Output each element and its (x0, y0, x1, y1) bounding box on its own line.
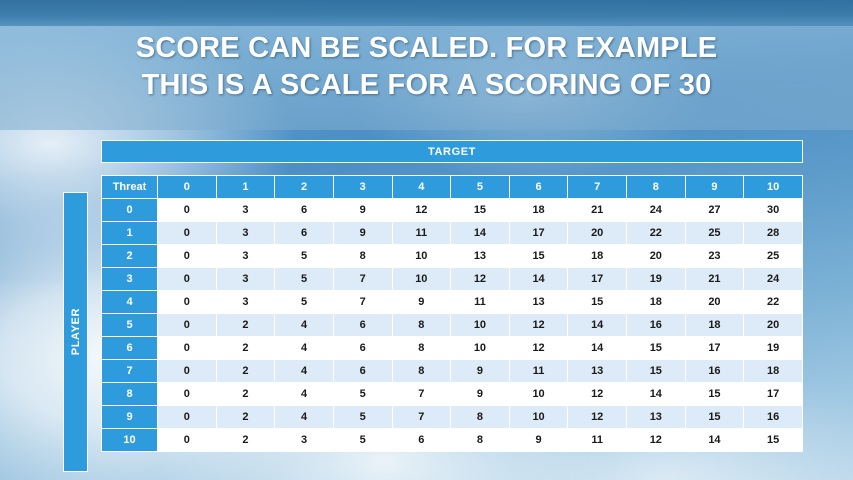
table-row (102, 245, 803, 268)
table-row-header-1: 1 (102, 222, 158, 245)
table-corner-header: Threat (102, 176, 158, 199)
table-cell: 3 (216, 199, 275, 222)
table-row-header-6: 6 (102, 337, 158, 360)
table-row-header-2: 2 (102, 245, 158, 268)
table-cell: 8 (392, 337, 451, 360)
table-cell: 0 (158, 222, 217, 245)
table-cell: 16 (685, 360, 744, 383)
table-cell: 8 (451, 406, 510, 429)
table-cell: 0 (158, 383, 217, 406)
table-cell: 24 (627, 199, 686, 222)
table-row-header-0: 0 (102, 199, 158, 222)
table-cell: 15 (568, 291, 627, 314)
table-cell: 6 (275, 222, 334, 245)
table-cell: 23 (685, 245, 744, 268)
table-cell: 10 (392, 245, 451, 268)
table-row (102, 429, 803, 452)
table-column-header-6: 6 (509, 176, 568, 199)
table-column-header-1: 1 (216, 176, 275, 199)
table-cell: 3 (275, 429, 334, 452)
table-cell: 5 (275, 291, 334, 314)
table-cell: 0 (158, 314, 217, 337)
table-cell: 0 (158, 268, 217, 291)
table-row (102, 406, 803, 429)
table-cell: 10 (451, 337, 510, 360)
table-row (102, 199, 803, 222)
table-cell: 15 (509, 245, 568, 268)
table-cell: 5 (333, 383, 392, 406)
table-cell: 16 (627, 314, 686, 337)
table-cell: 15 (685, 383, 744, 406)
target-axis-label-text: TARGET (427, 145, 476, 158)
table-cell: 15 (685, 406, 744, 429)
table-cell: 12 (509, 314, 568, 337)
table-cell: 16 (744, 406, 803, 429)
table-cell: 0 (158, 360, 217, 383)
table-column-header-5: 5 (451, 176, 510, 199)
table-cell: 11 (509, 360, 568, 383)
table-cell: 3 (216, 222, 275, 245)
table-cell: 9 (451, 383, 510, 406)
table-cell: 11 (451, 291, 510, 314)
table-cell: 15 (627, 360, 686, 383)
table-cell: 0 (158, 199, 217, 222)
table-cell: 18 (509, 199, 568, 222)
table-cell: 8 (392, 314, 451, 337)
table-cell: 7 (392, 406, 451, 429)
table-column-header-10: 10 (744, 176, 803, 199)
table-cell: 21 (568, 199, 627, 222)
table-cell: 4 (275, 406, 334, 429)
table-cell: 2 (216, 360, 275, 383)
score-scale-table (101, 175, 803, 452)
table-cell: 5 (333, 406, 392, 429)
table-cell: 28 (744, 222, 803, 245)
table-cell: 0 (158, 245, 217, 268)
table-cell: 3 (216, 291, 275, 314)
table-cell: 0 (158, 291, 217, 314)
table-row-header-5: 5 (102, 314, 158, 337)
table-cell: 13 (509, 291, 568, 314)
table-row-header-8: 8 (102, 383, 158, 406)
page-title (0, 30, 853, 104)
table-cell: 9 (333, 199, 392, 222)
table-cell: 11 (568, 429, 627, 452)
table-cell: 17 (685, 337, 744, 360)
table-cell: 2 (216, 314, 275, 337)
table-cell: 3 (216, 245, 275, 268)
table-row (102, 268, 803, 291)
table-cell: 19 (744, 337, 803, 360)
table-column-header-7: 7 (568, 176, 627, 199)
table-cell: 24 (744, 268, 803, 291)
table-cell: 13 (627, 406, 686, 429)
table-cell: 18 (744, 360, 803, 383)
table-row (102, 314, 803, 337)
page-title-line-1: SCORE CAN BE SCALED. FOR EXAMPLE (135, 32, 718, 64)
table-cell: 19 (627, 268, 686, 291)
table-column-header-4: 4 (392, 176, 451, 199)
table-cell: 18 (627, 291, 686, 314)
table-cell: 13 (568, 360, 627, 383)
table-row (102, 222, 803, 245)
table-cell: 15 (627, 337, 686, 360)
table-cell: 8 (392, 360, 451, 383)
table-cell: 17 (744, 383, 803, 406)
table-cell: 9 (333, 222, 392, 245)
table-column-header-9: 9 (685, 176, 744, 199)
table-header-row (102, 176, 803, 199)
table-cell: 2 (216, 383, 275, 406)
table-cell: 21 (685, 268, 744, 291)
table-cell: 12 (568, 383, 627, 406)
table-cell: 12 (509, 337, 568, 360)
table-row-header-9: 9 (102, 406, 158, 429)
table-cell: 6 (333, 360, 392, 383)
table-cell: 18 (568, 245, 627, 268)
table-cell: 2 (216, 337, 275, 360)
table-cell: 0 (158, 406, 217, 429)
table-row-header-4: 4 (102, 291, 158, 314)
table-cell: 7 (392, 383, 451, 406)
table-cell: 10 (509, 383, 568, 406)
table-cell: 11 (392, 222, 451, 245)
table-cell: 20 (744, 314, 803, 337)
table-cell: 10 (451, 314, 510, 337)
table-cell: 14 (627, 383, 686, 406)
table-cell: 6 (275, 199, 334, 222)
table-column-header-3: 3 (333, 176, 392, 199)
table-cell: 5 (275, 268, 334, 291)
player-axis-label (63, 192, 88, 472)
table-cell: 8 (333, 245, 392, 268)
player-axis-label-text: PLAYER (69, 308, 82, 356)
table-cell: 4 (275, 314, 334, 337)
target-axis-label (101, 140, 803, 163)
table-cell: 12 (568, 406, 627, 429)
table-cell: 25 (744, 245, 803, 268)
table-cell: 9 (509, 429, 568, 452)
table-row (102, 383, 803, 406)
table-cell: 7 (333, 291, 392, 314)
table-row (102, 337, 803, 360)
table-cell: 0 (158, 337, 217, 360)
table-row (102, 360, 803, 383)
table-cell: 4 (275, 337, 334, 360)
table-cell: 5 (333, 429, 392, 452)
table-column-header-0: 0 (158, 176, 217, 199)
table-cell: 30 (744, 199, 803, 222)
table-cell: 9 (392, 291, 451, 314)
table-cell: 0 (158, 429, 217, 452)
table-row-header-10: 10 (102, 429, 158, 452)
table-cell: 8 (451, 429, 510, 452)
table-cell: 14 (451, 222, 510, 245)
table-cell: 22 (744, 291, 803, 314)
table-cell: 4 (275, 360, 334, 383)
table-cell: 2 (216, 429, 275, 452)
table-cell: 6 (333, 337, 392, 360)
table-cell: 15 (451, 199, 510, 222)
table-column-header-8: 8 (627, 176, 686, 199)
table-cell: 17 (568, 268, 627, 291)
table-cell: 14 (509, 268, 568, 291)
table-column-header-2: 2 (275, 176, 334, 199)
table-cell: 20 (685, 291, 744, 314)
table-cell: 14 (568, 337, 627, 360)
table-cell: 10 (509, 406, 568, 429)
table-cell: 7 (333, 268, 392, 291)
table-row-header-7: 7 (102, 360, 158, 383)
table-cell: 2 (216, 406, 275, 429)
table-row (102, 291, 803, 314)
table-cell: 14 (568, 314, 627, 337)
table-cell: 22 (627, 222, 686, 245)
table-cell: 15 (744, 429, 803, 452)
table-cell: 12 (451, 268, 510, 291)
table-cell: 13 (451, 245, 510, 268)
table-cell: 14 (685, 429, 744, 452)
table-cell: 6 (392, 429, 451, 452)
table-cell: 12 (392, 199, 451, 222)
page-title-line-2: THIS IS A SCALE FOR A SCORING OF 30 (141, 69, 712, 102)
table-cell: 17 (509, 222, 568, 245)
table-cell: 12 (627, 429, 686, 452)
table-cell: 3 (216, 268, 275, 291)
table-cell: 20 (627, 245, 686, 268)
table-cell: 9 (451, 360, 510, 383)
table-cell: 20 (568, 222, 627, 245)
table-cell: 4 (275, 383, 334, 406)
table-row-header-3: 3 (102, 268, 158, 291)
table-cell: 5 (275, 245, 334, 268)
table-cell: 27 (685, 199, 744, 222)
table-cell: 18 (685, 314, 744, 337)
table-cell: 10 (392, 268, 451, 291)
table-cell: 25 (685, 222, 744, 245)
table-cell: 6 (333, 314, 392, 337)
